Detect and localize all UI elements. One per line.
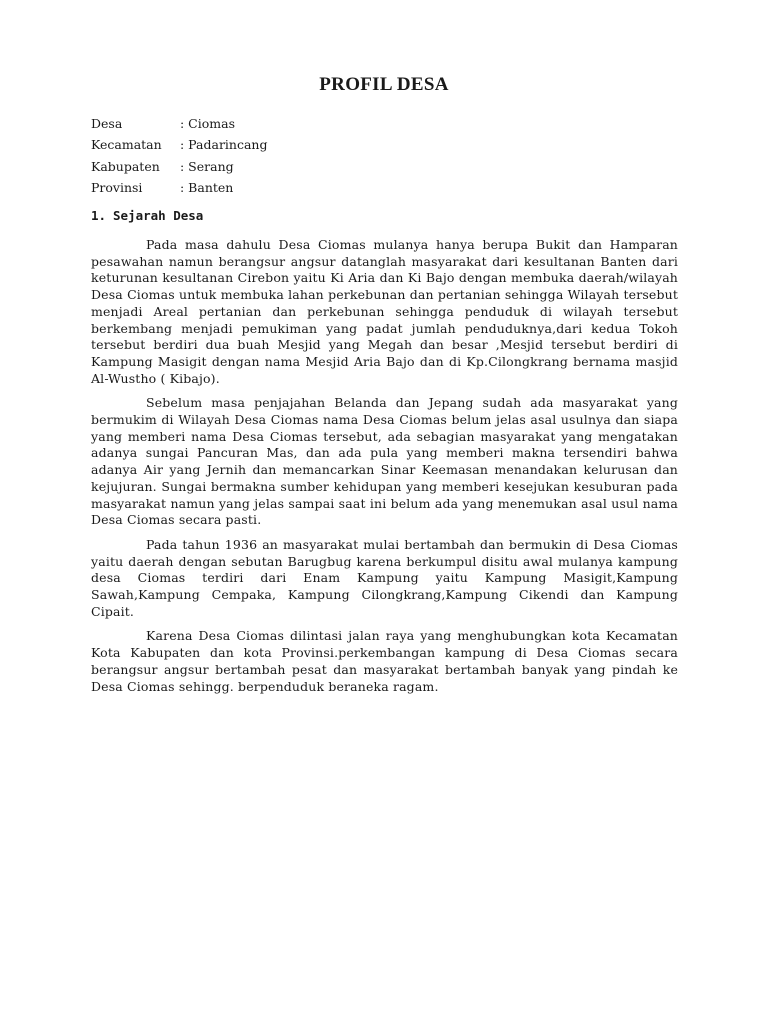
page-title: PROFIL DESA xyxy=(319,74,449,95)
info-value: : Serang xyxy=(180,158,234,174)
info-row-desa xyxy=(91,113,267,134)
village-info-table xyxy=(91,113,267,198)
info-value: : Ciomas xyxy=(180,116,235,131)
paragraph: Sebelum masa penjajahan Belanda dan Jepang sudah ada masyarakat yang bermukim di Wilayah Desa Ciomas nama Desa Ciomas belum jelas asal usulnya dan siapa yang memberi nama Desa Ciomas tersebut, ada sebagian masyarakat yang mengatakan adanya sungai Pancuran Mas, dan ada pula yang memberi makna tersendiri bahwa adanya Air yang Jernih dan memancarkan Sinar Keemasan menandakan kelurusan dan kejujuran. Sungai bermakna sumber kehidupan yang memberi kesejukan kesuburan pada masyarakat namun yang jelas sampai saat ini belum ada yang menemukan asal usul nama Desa Ciomas secara pasti. xyxy=(91,395,678,528)
info-label: Provinsi xyxy=(91,179,143,195)
info-label: Kecamatan xyxy=(91,137,162,153)
paragraph: Pada masa dahulu Desa Ciomas mulanya hanya berupa Bukit dan Hamparan pesawahan namun berangsur angsur datanglah masyarakat dari kesultanan Banten dari keturunan kesultanan Cirebon yaitu Ki Aria dan Ki Bajo dengan membuka daerah/wilayah Desa Ciomas untuk membuka lahan perkebunan dan pertanian sehingga Wilayah tersebut menjadi Areal pertanian dan perkebunan sehingga penduduk di wilayah tersebut berkembang menjadi pemukiman yang padat jumlah penduduknya,dari kedua Tokoh tersebut berdiri dua buah Mesjid yang Megah dan besar ,Mesjid tersebut berdiri di Kampung Masigit dengan nama Mesjid Aria Bajo dan di Kp.Cilongkrang bernama masjid Al-Wustho ( Kibajo). xyxy=(91,237,678,386)
info-row-provinsi xyxy=(91,177,267,198)
info-row-kabupaten xyxy=(91,156,267,177)
info-row-kecamatan xyxy=(91,134,267,155)
info-value: : Banten xyxy=(180,179,234,195)
paragraph: Karena Desa Ciomas dilintasi jalan raya yang menghubungkan kota Kecamatan Kota Kabupaten dan kota Provinsi.perkembangan kampung di Desa Ciomas secara berangsur angsur bertambah pesat dan masyarakat bertambah banyak yang pindah ke Desa Ciomas sehingg. berpenduduk beraneka ragam. xyxy=(91,628,678,694)
info-label: Kabupaten xyxy=(91,158,160,174)
section-body xyxy=(91,237,678,703)
section-number: 1. xyxy=(91,208,107,223)
paragraph: Pada tahun 1936 an masyarakat mulai bertambah dan bermukin di Desa Ciomas yaitu daerah dengan sebutan Barugbug karena berkumpul disitu awal mulanya kampung desa Ciomas terdiri dari Enam Kampung yaitu Kampung Masigit,Kampung Sawah,Kampung Cempaka, Kampung Cilongkrang,Kampung Cikendi dan Kampung Cipait. xyxy=(91,536,678,619)
info-label: Desa xyxy=(91,116,123,131)
section-title: Sejarah Desa xyxy=(113,208,204,223)
info-value: : Padarincang xyxy=(180,137,268,153)
section-heading xyxy=(91,208,203,223)
